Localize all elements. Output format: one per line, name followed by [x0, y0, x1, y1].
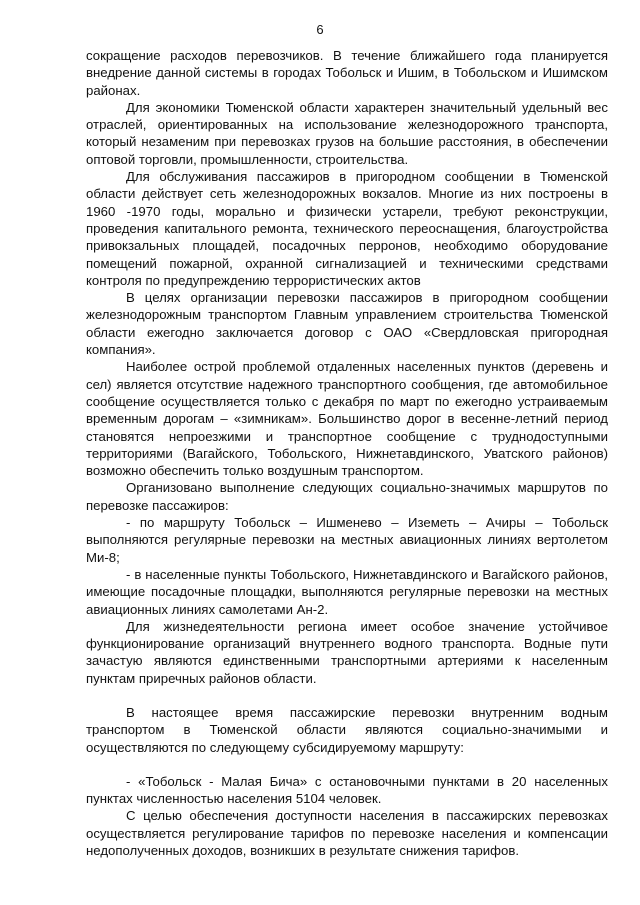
paragraph-7: - по маршруту Тобольск – Ишменево – Иземеть – Ачиры – Тобольск выполняются регулярные перевозки на местных авиационных линиях вертолетом Ми-8;: [86, 515, 608, 565]
page-number: 6: [316, 22, 324, 37]
paragraph-1: сокращение расходов перевозчиков. В течение ближайшего года планируется внедрение данной системы в городах Тобольск и Ишим, в Тобольском и Ишимском районах.: [86, 48, 608, 98]
paragraph-10: В настоящее время пассажирские перевозки внутренним водным транспортом в Тюменской области являются социально-значимыми и осуществляются по следующему субсидируемому маршруту:: [86, 704, 608, 755]
paragraph-4: В целях организации перевозки пассажиров в пригородном сообщении железнодорожным транспортом Главным управлением строительства Тюменской области ежегодно заключается договор с ОАО «Свердловская пригородная компания».: [86, 290, 608, 358]
paragraph-2: Для экономики Тюменской области характерен значительный удельный вес отраслей, ориентированных на использование железнодорожного транспорта, который незаменим при перевозках грузов на большие расстояния, в обеспечении оптовой торговли, промышленности, строительства.: [86, 99, 608, 167]
paragraph-5: Наиболее острой проблемой отдаленных населенных пунктов (деревень и сел) является отсутствие надежного транспортного сообщения, где автомобильное сообщение осуществляется только с декабря по март по ежегодно устраиваемым временным дорогам – «зимникам». Большинство дорог в весенне-летний период становятся непроезжими и транспортное сообщение с труднодоступными территориями (Вагайского, Тобольского, Нижнетавдинского, Уватского районов) возможно обеспечить только воздушным транспортом.: [86, 359, 608, 479]
paragraph-6: Организовано выполнение следующих социально-значимых маршрутов по перевозке пассажиров:: [86, 480, 608, 513]
paragraph-8: - в населенные пункты Тобольского, Нижнетавдинского и Вагайского районов, имеющие посадочные площадки, выполняются регулярные перевозки на местных авиационных линиях самолетами Ан-2.: [86, 566, 608, 617]
paragraph-9: Для жизнедеятельности региона имеет особое значение устойчивое функционирование организаций внутреннего водного транспорта. Водные пути зачастую являются единственными транспортными артериями к населенным пунктам приречных районов области.: [86, 618, 608, 686]
paragraph-11: - «Тобольск - Малая Бича» с остановочными пунктами в 20 населенных пунктах численностью населения 5104 человек.: [86, 773, 608, 807]
paragraph-12: С целью обеспечения доступности населения в пассажирских перевозках осуществляется регулирование тарифов по перевозке населения и компенсации недополученных доходов, возникших в результате снижения тарифов.: [86, 808, 608, 859]
document-body: [86, 47, 608, 859]
paragraph-3: Для обслуживания пассажиров в пригородном сообщении в Тюменской области действует сеть железнодорожных вокзалов. Многие из них построены в 1960 -1970 годы, морально и физически устарели, требуют реконструкции, проведения капитального ремонта, технического переоснащения, благоустройства привокзальных площадей, посадочных перронов, необходимо оборудование помещений пожарной, охранной сигнализацией и техническими средствами контроля по предупреждению террористических актов: [86, 169, 608, 288]
